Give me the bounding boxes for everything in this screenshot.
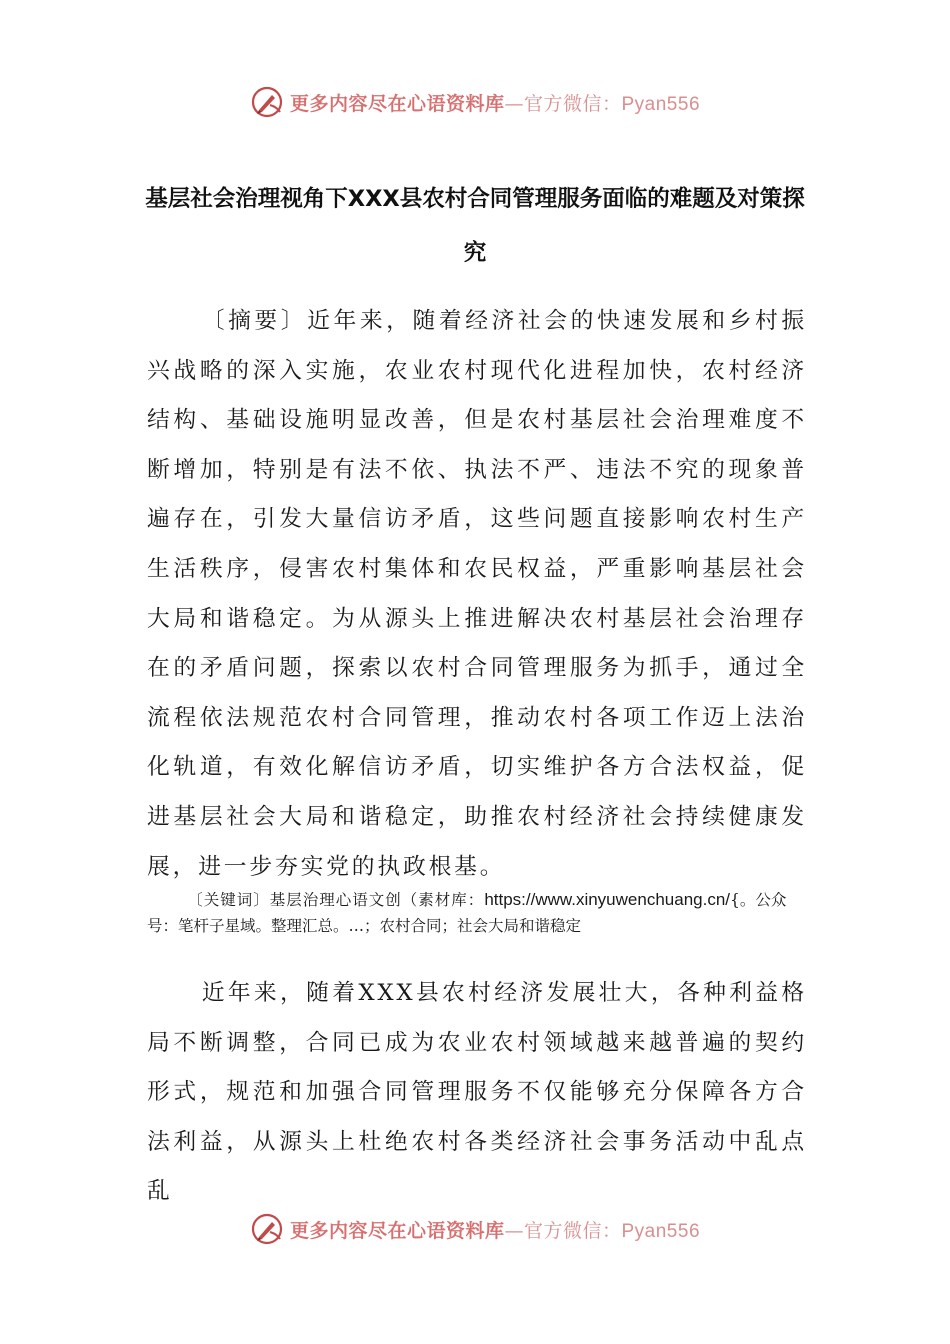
pen-logo-icon (250, 85, 284, 119)
pen-logo-icon (250, 1212, 284, 1246)
document-title: 基层社会治理视角下XXX县农村合同管理服务面临的难题及对策探究 (145, 186, 805, 266)
keywords-line (147, 887, 807, 939)
banner-text (290, 89, 700, 116)
keywords-label: 〔关键词〕基层治理心语文创（素材库： (187, 891, 485, 909)
keywords-rest: {。公众号：笔杆子星域。整理汇总。…；农村合同；社会大局和谐稳定 (147, 891, 787, 935)
banner-brand: 更多内容尽在心语资料库 (289, 1219, 505, 1242)
keywords-url: https://www.xinyuwenchuang.cn/ (484, 890, 730, 909)
banner-contact: 官方微信：Pyan556 (524, 93, 701, 115)
banner-text (290, 1216, 700, 1243)
header-banner (0, 82, 950, 122)
banner-separator: — (504, 92, 524, 115)
intro-paragraph: 近年来，随着XXX县农村经济发展壮大，各种利益格局不断调整，合同已成为农业农村领域越来越普遍的契约形式，规范和加强合同管理服务不仅能够充分保障各方合法利益，从源头上杜绝农村各类经济社会事务活动中乱点乱 (147, 980, 807, 1205)
abstract-paragraph: 〔摘要〕近年来，随着经济社会的快速发展和乡村振兴战略的深入实施，农业农村现代化进程加快，农村经济结构、基础设施明显改善，但是农村基层社会治理难度不断增加，特别是有法不依、执法不严、违法不究的现象普遍存在，引发大量信访矛盾，这些问题直接影响农村生产生活秩序，侵害农村集体和农民权益，严重影响基层社会大局和谐稳定。为从源头上推进解决农村基层社会治理存在的矛盾问题，探索以农村合同管理服务为抓手，通过全流程依法规范农村合同管理，推动农村各项工作迈上法治化轨道，有效化解信访矛盾，切实维护各方合法权益，促进基层社会大局和谐稳定，助推农村经济社会持续健康发展，进一步夯实党的执政根基。 (147, 308, 807, 880)
banner-separator: — (504, 1219, 524, 1242)
banner-brand: 更多内容尽在心语资料库 (289, 92, 505, 115)
banner-contact: 官方微信：Pyan556 (524, 1220, 701, 1242)
footer-banner (0, 1209, 950, 1249)
